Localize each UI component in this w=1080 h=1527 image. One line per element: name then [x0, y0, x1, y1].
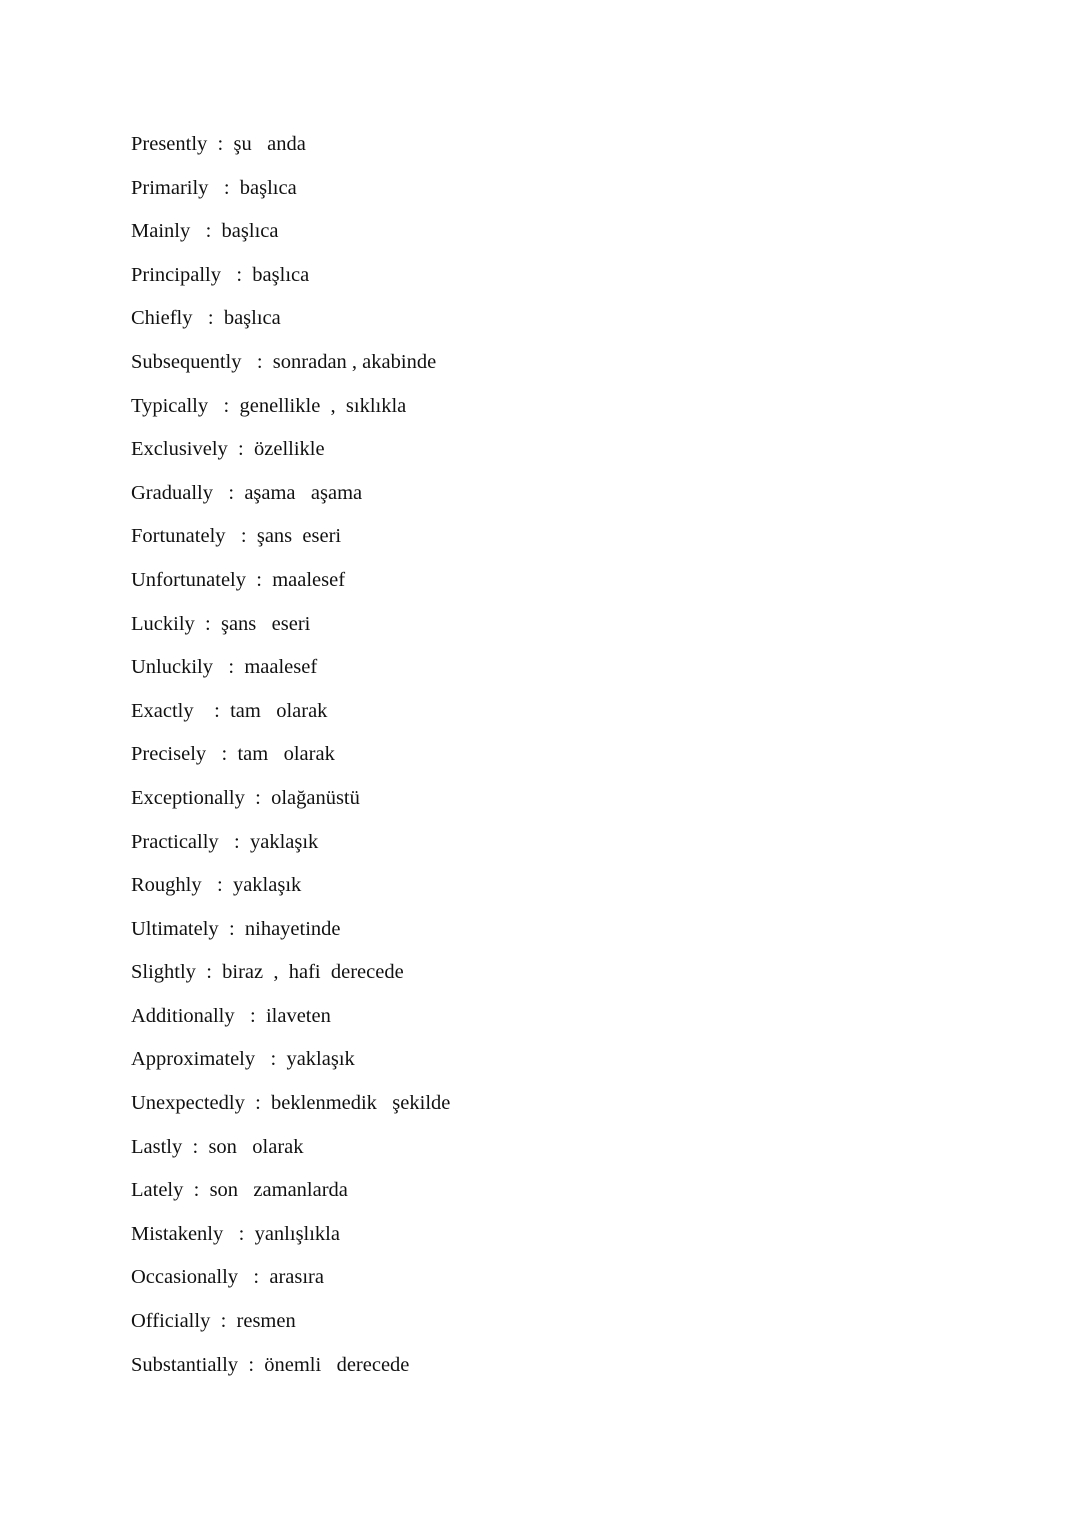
entry-term: Approximately — [131, 1048, 256, 1071]
entry-separator: : — [244, 1092, 272, 1115]
entry-meaning: önemli derecede — [264, 1353, 410, 1376]
entry-separator: : — [210, 1310, 237, 1333]
entry-separator: : — [255, 1048, 287, 1071]
entry-separator: : — [246, 568, 273, 591]
entry-separator: : — [207, 133, 234, 155]
entry-term: Fortunately — [131, 525, 226, 548]
entry-separator: : — [195, 961, 223, 984]
entry-meaning: beklenmedik şekilde — [271, 1092, 451, 1115]
entry-separator: : — [225, 525, 257, 548]
entry-meaning: nihayetinde — [244, 917, 341, 940]
entry-term: Unfortunately — [131, 568, 246, 591]
entry-meaning: ilaveten — [265, 1004, 331, 1027]
entry-meaning: başlıca — [221, 220, 279, 243]
vocabulary-entry — [131, 128, 1031, 172]
vocabulary-entry — [131, 1087, 1031, 1131]
entry-meaning: arasıra — [269, 1266, 324, 1289]
entry-meaning: yanlışlıkla — [254, 1222, 340, 1245]
vocabulary-entry — [131, 1349, 1031, 1393]
entry-separator: : — [190, 220, 222, 243]
entry-meaning: biraz , hafi derecede — [222, 961, 404, 984]
entry-term: Presently — [131, 133, 208, 155]
vocabulary-entry — [131, 826, 1031, 870]
entry-meaning: şu anda — [233, 133, 306, 155]
vocabulary-entry — [131, 520, 1031, 564]
entry-term: Unluckily — [131, 656, 213, 679]
entry-term: Exclusively — [131, 438, 228, 461]
vocabulary-list — [131, 128, 1031, 1392]
entry-term: Occasionally — [131, 1266, 239, 1289]
entry-meaning: şans eseri — [220, 612, 311, 635]
vocabulary-entry — [131, 302, 1031, 346]
vocabulary-entry — [131, 1131, 1031, 1175]
entry-meaning: aşama aşama — [244, 481, 363, 504]
entry-meaning: son zamanlarda — [209, 1179, 348, 1202]
entry-term: Practically — [131, 830, 219, 853]
entry-term: Subsequently — [131, 350, 242, 373]
entry-separator: : — [194, 612, 221, 635]
entry-meaning: tam olarak — [237, 743, 335, 766]
vocabulary-entry — [131, 215, 1031, 259]
vocabulary-entry — [131, 651, 1031, 695]
entry-term: Roughly — [131, 874, 202, 897]
entry-meaning: sonradan , akabinde — [272, 350, 437, 373]
entry-term: Luckily — [131, 612, 195, 635]
vocabulary-entry — [131, 564, 1031, 608]
entry-separator: : — [241, 350, 273, 373]
entry-separator: : — [193, 699, 231, 722]
vocabulary-entry — [131, 172, 1031, 216]
vocabulary-entry — [131, 913, 1031, 957]
entry-separator: : — [183, 1179, 210, 1202]
vocabulary-entry — [131, 477, 1031, 521]
vocabulary-entry — [131, 782, 1031, 826]
entry-term: Slightly — [131, 961, 196, 984]
entry-term: Precisely — [131, 743, 207, 766]
entry-separator: : — [192, 307, 224, 330]
entry-separator: : — [213, 656, 245, 679]
vocabulary-entry — [131, 1261, 1031, 1305]
entry-term: Lastly — [131, 1135, 183, 1158]
vocabulary-entry — [131, 433, 1031, 477]
entry-term: Exceptionally — [131, 786, 245, 809]
vocabulary-entry — [131, 259, 1031, 303]
entry-term: Officially — [131, 1310, 211, 1333]
entry-meaning: olağanüstü — [271, 786, 360, 809]
vocabulary-entry — [131, 1218, 1031, 1262]
vocabulary-entry — [131, 390, 1031, 434]
vocabulary-entry — [131, 695, 1031, 739]
entry-term: Exactly — [131, 699, 194, 722]
entry-separator: : — [208, 394, 240, 417]
entry-separator: : — [227, 438, 254, 461]
entry-term: Unexpectedly — [131, 1092, 245, 1115]
entry-meaning: şans eseri — [256, 525, 342, 548]
entry-separator: : — [201, 874, 233, 897]
entry-separator: : — [182, 1135, 209, 1158]
entry-meaning: resmen — [236, 1310, 296, 1333]
entry-meaning: başlıca — [239, 176, 297, 199]
entry-term: Mistakenly — [131, 1222, 224, 1245]
vocabulary-entry — [131, 346, 1031, 390]
entry-term: Ultimately — [131, 917, 219, 940]
entry-meaning: başlıca — [252, 263, 310, 286]
entry-meaning: maalesef — [244, 656, 318, 679]
vocabulary-entry — [131, 1043, 1031, 1087]
entry-term: Lately — [131, 1179, 184, 1202]
vocabulary-entry — [131, 1174, 1031, 1218]
entry-term: Chiefly — [131, 307, 193, 330]
entry-meaning: son olarak — [208, 1135, 304, 1158]
entry-term: Mainly — [131, 220, 191, 243]
entry-term: Principally — [131, 263, 221, 286]
entry-separator: : — [238, 1353, 265, 1376]
vocabulary-entry — [131, 738, 1031, 782]
entry-meaning: yaklaşık — [249, 830, 319, 853]
entry-separator: : — [220, 263, 253, 286]
entry-meaning: tam olarak — [230, 699, 328, 722]
entry-separator: : — [206, 743, 238, 766]
entry-meaning: özellikle — [254, 438, 325, 461]
vocabulary-entry — [131, 1305, 1031, 1349]
entry-meaning: yaklaşık — [286, 1048, 355, 1071]
vocabulary-entry — [131, 608, 1031, 652]
entry-meaning: maalesef — [272, 568, 346, 591]
entry-separator: : — [218, 917, 245, 940]
entry-separator: : — [212, 481, 245, 504]
entry-separator: : — [244, 786, 272, 809]
entry-term: Typically — [131, 394, 209, 417]
entry-meaning: genellikle , sıklıkla — [239, 394, 407, 417]
entry-term: Additionally — [131, 1004, 235, 1027]
vocabulary-entry — [131, 869, 1031, 913]
entry-meaning: başlıca — [223, 307, 281, 330]
entry-separator: : — [234, 1004, 266, 1027]
entry-meaning: yaklaşık — [232, 874, 302, 897]
vocabulary-entry — [131, 1000, 1031, 1044]
entry-separator: : — [223, 1222, 255, 1245]
entry-term: Primarily — [131, 176, 209, 199]
entry-term: Gradually — [131, 481, 213, 504]
entry-term: Substantially — [131, 1353, 239, 1376]
vocabulary-entry — [131, 956, 1031, 1000]
entry-separator: : — [208, 176, 240, 199]
entry-separator: : — [218, 830, 250, 853]
entry-separator: : — [238, 1266, 270, 1289]
